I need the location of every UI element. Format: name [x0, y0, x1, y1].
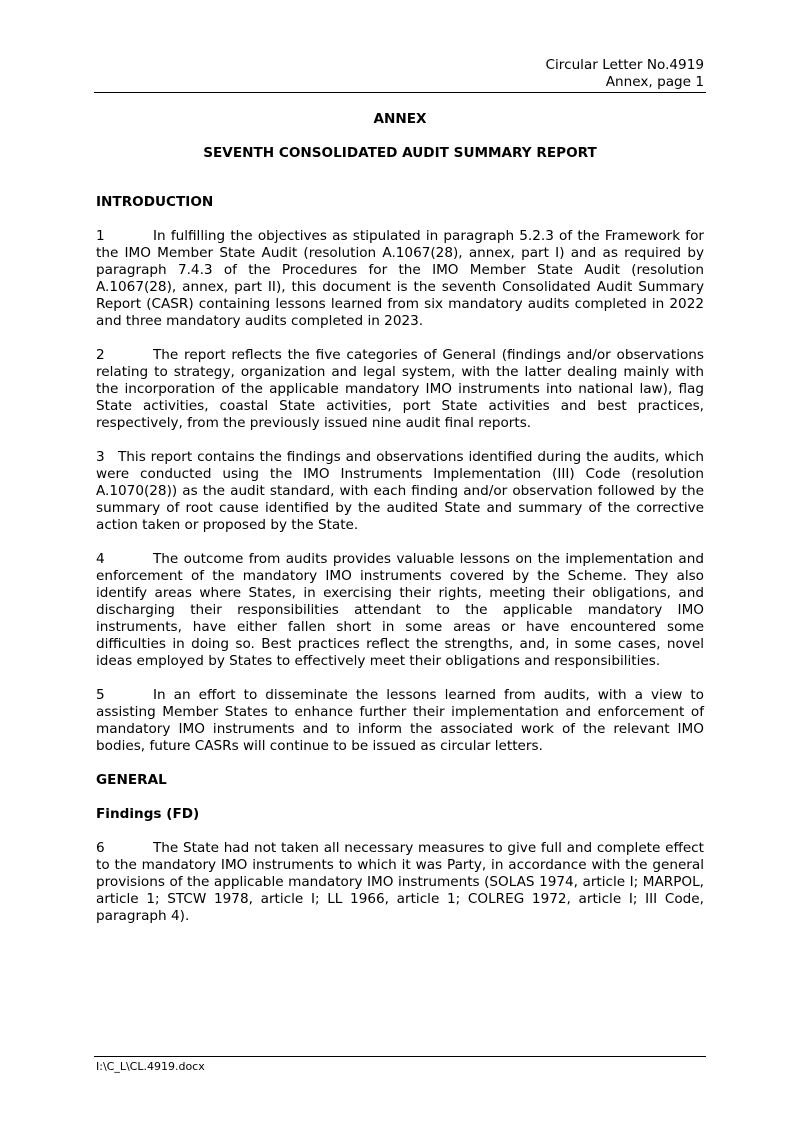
paragraph-3 [96, 449, 704, 534]
circular-letter-number: Circular Letter No.4919 [545, 57, 704, 73]
paragraph-1 [96, 228, 704, 330]
paragraph-text: In an effort to disseminate the lessons learned from audits, with a view to assisting Member States to enhance further their implementation and enforcement of mandatory IMO instruments and to inform the associated work of the relevant IMO bodies, future CASRs will continue to be issued as circular letters. [96, 687, 704, 754]
paragraph-number: 6 [96, 840, 105, 856]
paragraph-text: In fulfilling the objectives as stipulated in paragraph 5.2.3 of the Framework for the IMO Member State Audit (resolution A.1067(28), annex, part I) and as required by paragraph 7.4.3 of the Procedures for the IMO Member State Audit (resolution A.1067(28), annex, part II), this document is the seventh Consolidated Audit Summary Report (CASR) containing lessons learned from six mandatory audits completed in 2022 and three mandatory audits completed in 2023. [96, 228, 704, 329]
footer-divider [94, 1056, 706, 1057]
report-title: SEVENTH CONSOLIDATED AUDIT SUMMARY REPORT [203, 145, 597, 161]
page-header [546, 57, 704, 91]
paragraph-4 [96, 551, 704, 670]
paragraph-number: 3 [96, 449, 105, 465]
paragraph-text: The report reflects the five categories of General (findings and/or observations relating to strategy, organization and legal system, with the latter dealing mainly with the incorporation of the applicable mandatory IMO instruments into national law), flag State activities, coastal State activities, port State activities and best practices, respectively, from the previously issued nine audit final reports. [96, 347, 704, 431]
document-body [96, 111, 704, 925]
section-heading-general: GENERAL [96, 772, 167, 788]
paragraph-6 [96, 840, 704, 925]
paragraph-5 [96, 687, 704, 755]
footer-file-path: I:\C_L\CL.4919.docx [96, 1060, 205, 1073]
annex-title: ANNEX [373, 111, 427, 127]
annex-page-number: Annex, page 1 [605, 74, 704, 90]
paragraph-text: The outcome from audits provides valuable lessons on the implementation and enforcement of the mandatory IMO instruments covered by the Scheme. They also identify areas where States, in exercising their rights, meeting their obligations, and discharging their responsibilities attendant to the applicable mandatory IMO instruments, have either fallen short in some areas or have encountered some difficulties in doing so. Best practices reflect the strengths, and, in some cases, novel ideas employed by States to effectively meet their obligations and responsibilities. [96, 551, 704, 669]
paragraph-number: 1 [96, 228, 105, 244]
header-divider [94, 92, 706, 93]
paragraph-2 [96, 347, 704, 432]
subsection-heading-findings: Findings (FD) [96, 806, 200, 822]
paragraph-text: This report contains the findings and observations identified during the audits, which were conducted using the IMO Instruments Implementation (III) Code (resolution A.1070(28)) as the audit standard, with each finding and/or observation followed by the summary of root cause identified by the audited State and summary of the corrective action taken or proposed by the State. [96, 449, 704, 533]
paragraph-number: 5 [96, 687, 105, 703]
paragraph-number: 2 [96, 347, 105, 363]
paragraph-number: 4 [96, 551, 105, 567]
paragraph-text: The State had not taken all necessary measures to give full and complete effect to the mandatory IMO instruments to which it was Party, in accordance with the general provisions of the applicable mandatory IMO instruments (SOLAS 1974, article I; MARPOL, article 1; STCW 1978, article I; LL 1966, article 1; COLREG 1972, article I; III Code, paragraph 4). [96, 840, 704, 924]
section-heading-introduction: INTRODUCTION [96, 194, 214, 210]
